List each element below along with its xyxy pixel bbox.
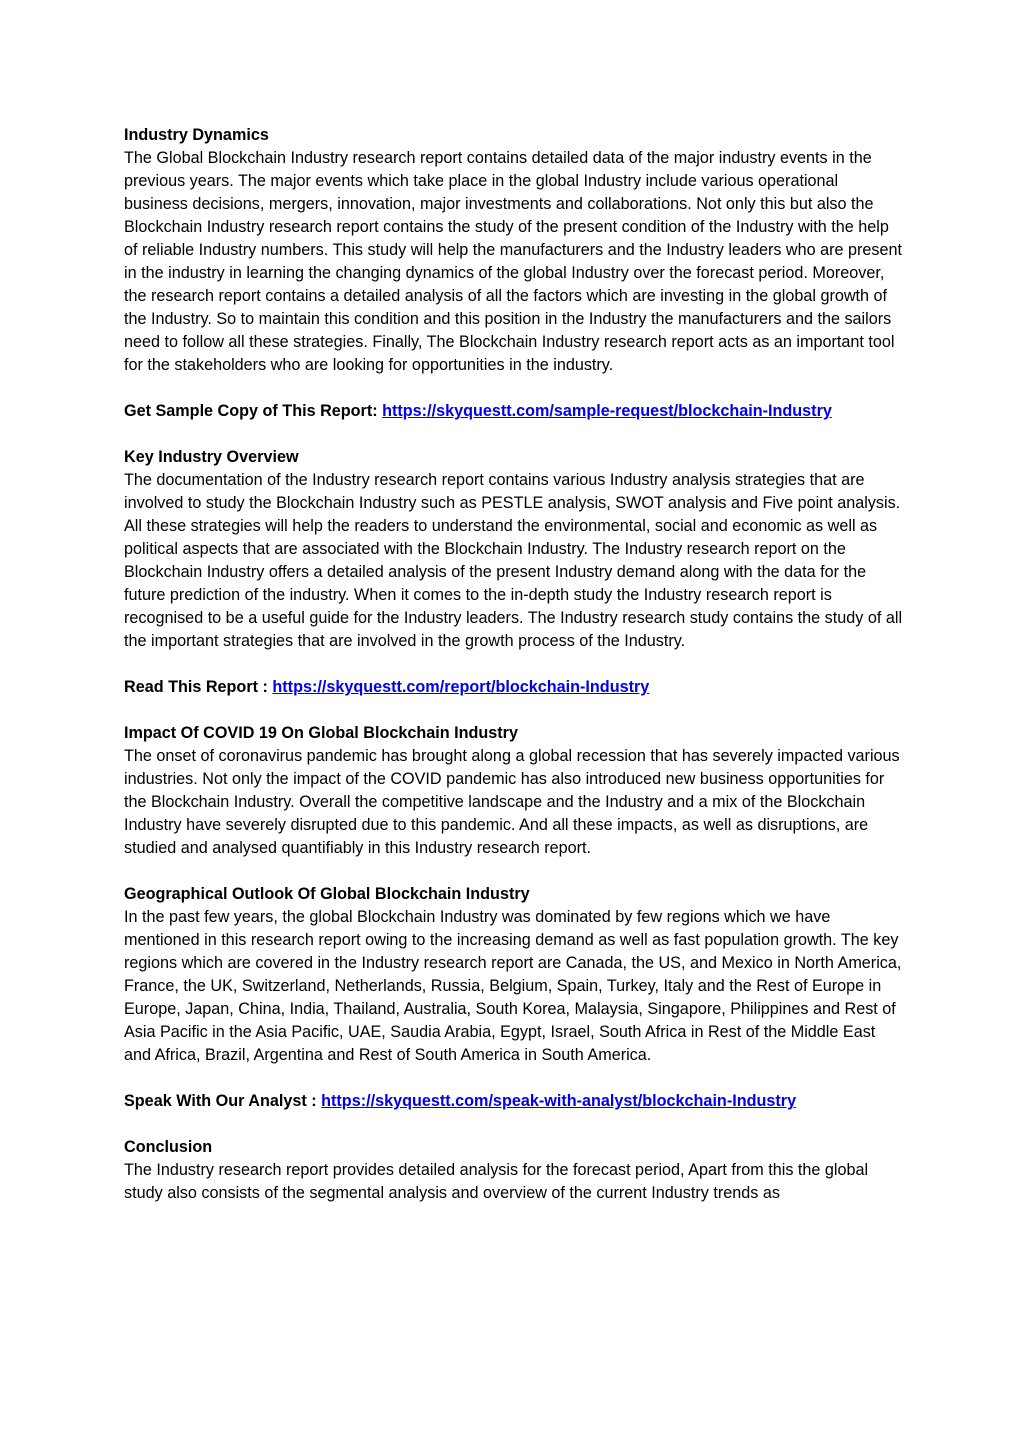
section-body: In the past few years, the global Blockchain Industry was dominated by few regions which we have mentioned in this research report owing to the increasing demand as well as fast population growth. The key regions which are covered in the Industry research report are Canada, the US, and Mexico in North America, France, the UK, Switzerland, Netherlands, Russia, Belgium, Spain, Turkey, Italy and the Rest of Europe in Europe, Japan, China, India, Thailand, Australia, South Korea, Malaysia, Singapore, Philippines and Rest of Asia Pacific in the Asia Pacific, UAE, Saudia Arabia, Egypt, Israel, South Africa in Rest of the Middle East and Africa, Brazil, Argentina and Rest of South America in South America.	[124, 908, 902, 1064]
read-report-label: Read This Report :	[124, 678, 273, 696]
section-body: The onset of coronavirus pandemic has brought along a global recession that has severely impacted various industries. Not only the impact of the COVID pandemic has also introduced new business opportunities for the Blockchain Industry. Overall the competitive landscape and the Industry and a mix of the Blockchain Industry have severely disrupted due to this pandemic. And all these impacts, as well as disruptions, are studied and analysed quantifiably in this Industry research report.	[124, 747, 900, 857]
analyst-link[interactable]: https://skyquestt.com/speak-with-analyst/blockchain-Industry	[321, 1092, 797, 1110]
section-heading: Geographical Outlook Of Global Blockchain Industry	[124, 885, 530, 903]
sample-copy-link[interactable]: https://skyquestt.com/sample-request/blockchain-Industry	[382, 402, 832, 420]
analyst-label: Speak With Our Analyst :	[124, 1092, 322, 1110]
read-report-line	[124, 676, 904, 699]
section-industry-dynamics	[124, 124, 904, 377]
section-geographical-outlook	[124, 883, 904, 1067]
document-page	[124, 124, 904, 1228]
section-conclusion	[124, 1136, 904, 1205]
section-body: The documentation of the Industry research report contains various Industry analysis strategies that are involved to study the Blockchain Industry such as PESTLE analysis, SWOT analysis and Five point analysis. All these strategies will help the readers to understand the environmental, social and economic as well as political aspects that are associated with the Blockchain Industry. The Industry research report on the Blockchain Industry offers a detailed analysis of the present Industry demand along with the data for the future prediction of the industry. When it comes to the in-depth study the Industry research report is recognised to be a useful guide for the Industry leaders. The Industry research study contains the study of all the important strategies that are involved in the growth process of the Industry.	[124, 471, 903, 650]
section-covid-impact	[124, 722, 904, 860]
section-body: The Industry research report provides detailed analysis for the forecast period, Apart from this the global study also consists of the segmental analysis and overview of the current Industry trends as	[124, 1161, 869, 1202]
section-heading: Impact Of COVID 19 On Global Blockchain Industry	[124, 724, 518, 742]
section-heading: Conclusion	[124, 1138, 213, 1156]
sample-copy-label: Get Sample Copy of This Report:	[124, 402, 383, 420]
section-key-industry-overview	[124, 446, 904, 653]
read-report-link[interactable]: https://skyquestt.com/report/blockchain-Industry	[272, 678, 650, 696]
analyst-line	[124, 1090, 904, 1113]
section-body: The Global Blockchain Industry research report contains detailed data of the major industry events in the previous years. The major events which take place in the global Industry include various operational business decisions, mergers, innovation, major investments and collaborations. Not only this but also the Blockchain Industry research report contains the study of the present condition of the Industry with the help of reliable Industry numbers. This study will help the manufacturers and the Industry leaders who are present in the industry in learning the changing dynamics of the global Industry over the forecast period. Moreover, the research report contains a detailed analysis of all the factors which are investing in the global growth of the Industry. So to maintain this condition and this position in the Industry the manufacturers and the sailors need to follow all these strategies. Finally, The Blockchain Industry research report acts as an important tool for the stakeholders who are looking for opportunities in the industry.	[124, 149, 903, 374]
sample-copy-line	[124, 400, 904, 423]
section-heading: Key Industry Overview	[124, 448, 299, 466]
section-heading: Industry Dynamics	[124, 126, 269, 144]
